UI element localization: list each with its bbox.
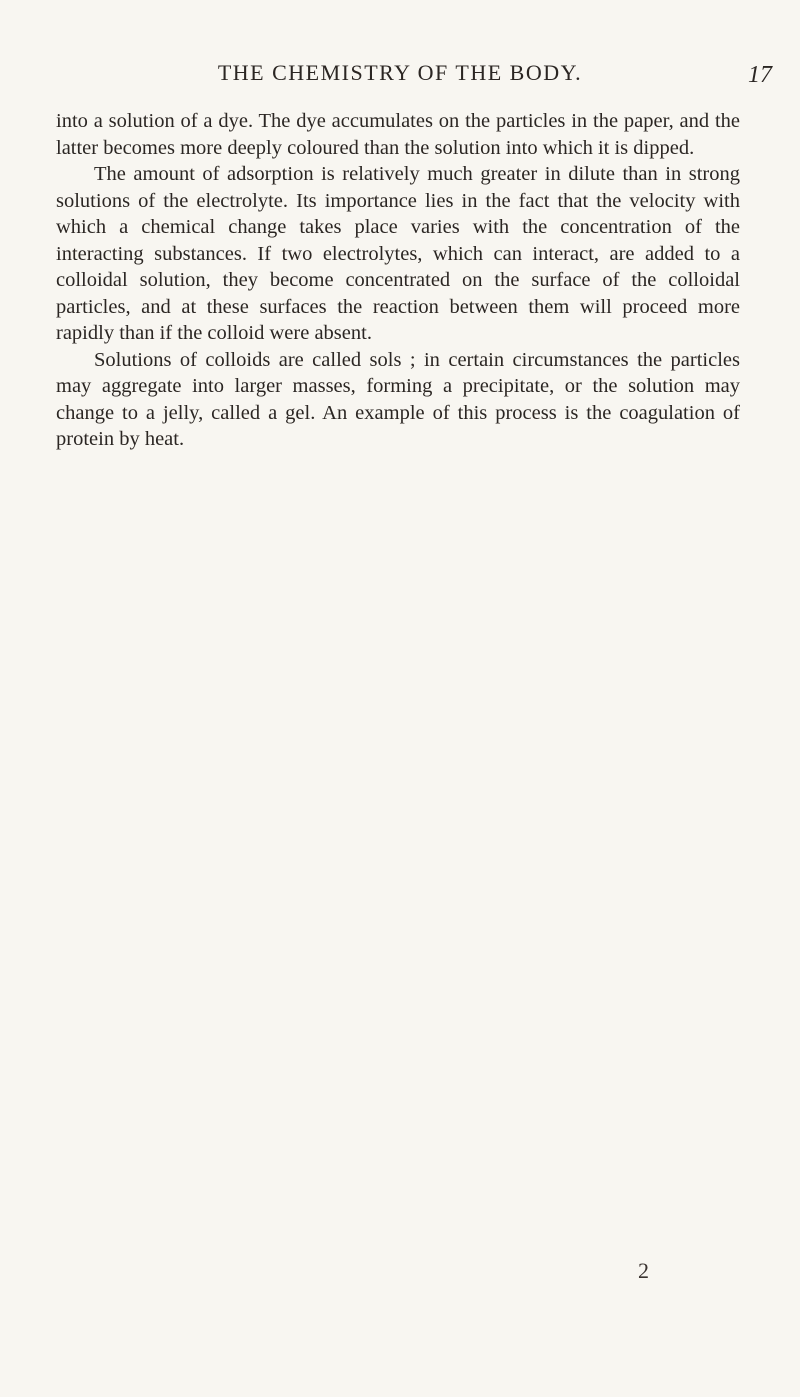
running-head: THE CHEMISTRY OF THE BODY.	[217, 60, 583, 85]
paragraph-2: The amount of adsorption is relatively much greater in dilute than in strong solutions of the electrolyte. Its importance lies in the fact that the velocity with which a chemical change takes place varies with the concentration of the interacting substances. If two electrolytes, which can interact, are added to a colloidal solution, they become concentrated on the surface of the colloidal particles, and at these surfaces the reaction between them will proceed more rapidly than if the colloid were absent.	[56, 163, 740, 344]
body-text	[56, 108, 740, 453]
page-number: 17	[748, 62, 772, 88]
paragraph-3: Solutions of colloids are called sols ; in certain circumstances the particles may aggregate into larger masses, forming a precipitate, or the solution may change to a jelly, called a gel. An example of this process is the coagulation of protein by heat.	[56, 348, 740, 450]
signature-mark: 2	[638, 1258, 649, 1283]
paragraph-1: into a solution of a dye. The dye accumulates on the particles in the paper, and the latter becomes more deeply coloured than the solution into which it is dipped.	[56, 110, 740, 159]
